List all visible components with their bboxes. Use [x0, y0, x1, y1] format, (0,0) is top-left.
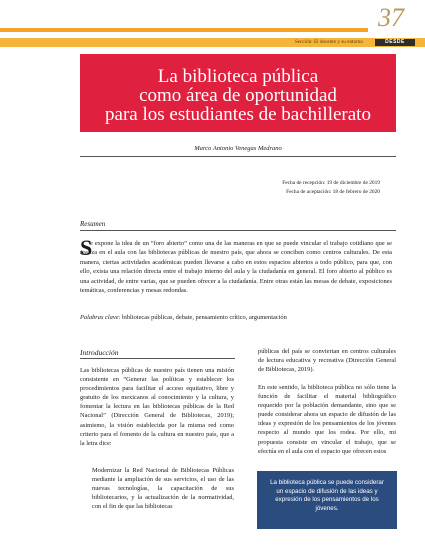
intro-paragraph-1: Las bibliotecas públicas de nuestro país tienen una misión consistente en “Generar las políticas y establecer los procedimientos para facilitar el acceso equitativo, libre y gratuito de los mexicanos al conocimiento y la cultura, y fomentar la lectura en las bibliotecas públicas de la Red Nacional” (Dirección General de Bibliotecas, 2019); asimismo, la visión establecida por la misma red como criterio para el fomento de la cultura en nuestro país, que a la letra dice:	[80, 367, 234, 447]
title-line-1: La biblioteca pública	[157, 66, 319, 87]
journal-logo-icon	[374, 4, 416, 30]
abstract-divider	[80, 230, 396, 231]
title-box	[80, 54, 396, 132]
intro-block-quote: Modernizar la Red Nacional de Bibliotecas Públicas mediante la ampliación de sus servicios, el uso de las nuevas tecnologías, la capacitación de sus bibliotecarios, y la actualización de la normatividad, con el fin de que las bibliotecas	[92, 467, 234, 511]
title-line-2: como área de oportunidad	[139, 85, 337, 106]
keywords-text: : bibliotecas públicas, debate, pensamiento crítico, argumentación	[118, 314, 287, 321]
dates-block	[282, 179, 380, 197]
intro-heading: Introducción	[80, 348, 119, 357]
keywords-label: Palabras clave	[80, 314, 119, 321]
keywords	[80, 313, 396, 322]
received-date: Fecha de recepción: 19 de diciembre de 2019	[282, 180, 380, 186]
article-title	[80, 54, 396, 124]
abstract-heading: Resumen	[80, 220, 106, 228]
abstract-dropcap: S	[80, 235, 93, 260]
intro-divider	[80, 358, 235, 359]
author-divider	[80, 156, 396, 157]
pullquote-text: La biblioteca pública se puede considerar un espacio de difusión de las ideas y expresión de los pensamientos de los jóvenes.	[270, 479, 384, 512]
abstract-text: e expone la idea de un “foro abierto” como una de las maneras en que se puede vincular el trabajo cotidiano que se realiza en el aula con las bibliotecas públicas de nuestro país, que ahora se conciben como centros culturales. De esta manera, ciertas actividades académicas pueden llevarse a cabo en estos espacios abiertos a todo público, para que, con ello, exista una relación directa entre el trabajo interno del aula y la ciudadanía en general. El foro abierto al público es una actividad, de entre varias, que se pueden ofrecer a la ciudadanía. Entre otras están las mesas de debate, exposiciones temáticas, conferencias y mesas redondas.	[80, 240, 392, 295]
title-line-3: para los estudiantes de bachillerato	[105, 104, 371, 125]
section-badge: DESDE	[375, 39, 415, 46]
top-accent-line	[0, 28, 368, 32]
svg-text:37: 37	[378, 4, 404, 30]
author-name: Marco Antonio Venegas Medrano	[194, 145, 282, 152]
pullquote-box	[257, 471, 397, 529]
intro-paragraph-2: En este sentido, la biblioteca pública no sólo tiene la función de facilitar el material bibliográfico requerido por la población demandante, sino que se puede considerar ahora un espacio de difusión de las ideas y expresión de los pensamientos de los jóvenes respecto al mundo que los rodea. Por ello, mi propuesta consiste en vincular el trabajo, que se efectúa en el aula con el espacio que ofrecen estos	[258, 384, 396, 455]
intro-quote-continuation: públicas del país se conviertan en centros culturales de lectura educativa y recreativa (Dirección General de Bibliotecas, 2019).	[258, 348, 396, 374]
accepted-date: Fecha de aceptación: 18 de febrero de 2020	[286, 189, 380, 195]
section-label: Sección: El docente y su entorno	[294, 39, 363, 45]
